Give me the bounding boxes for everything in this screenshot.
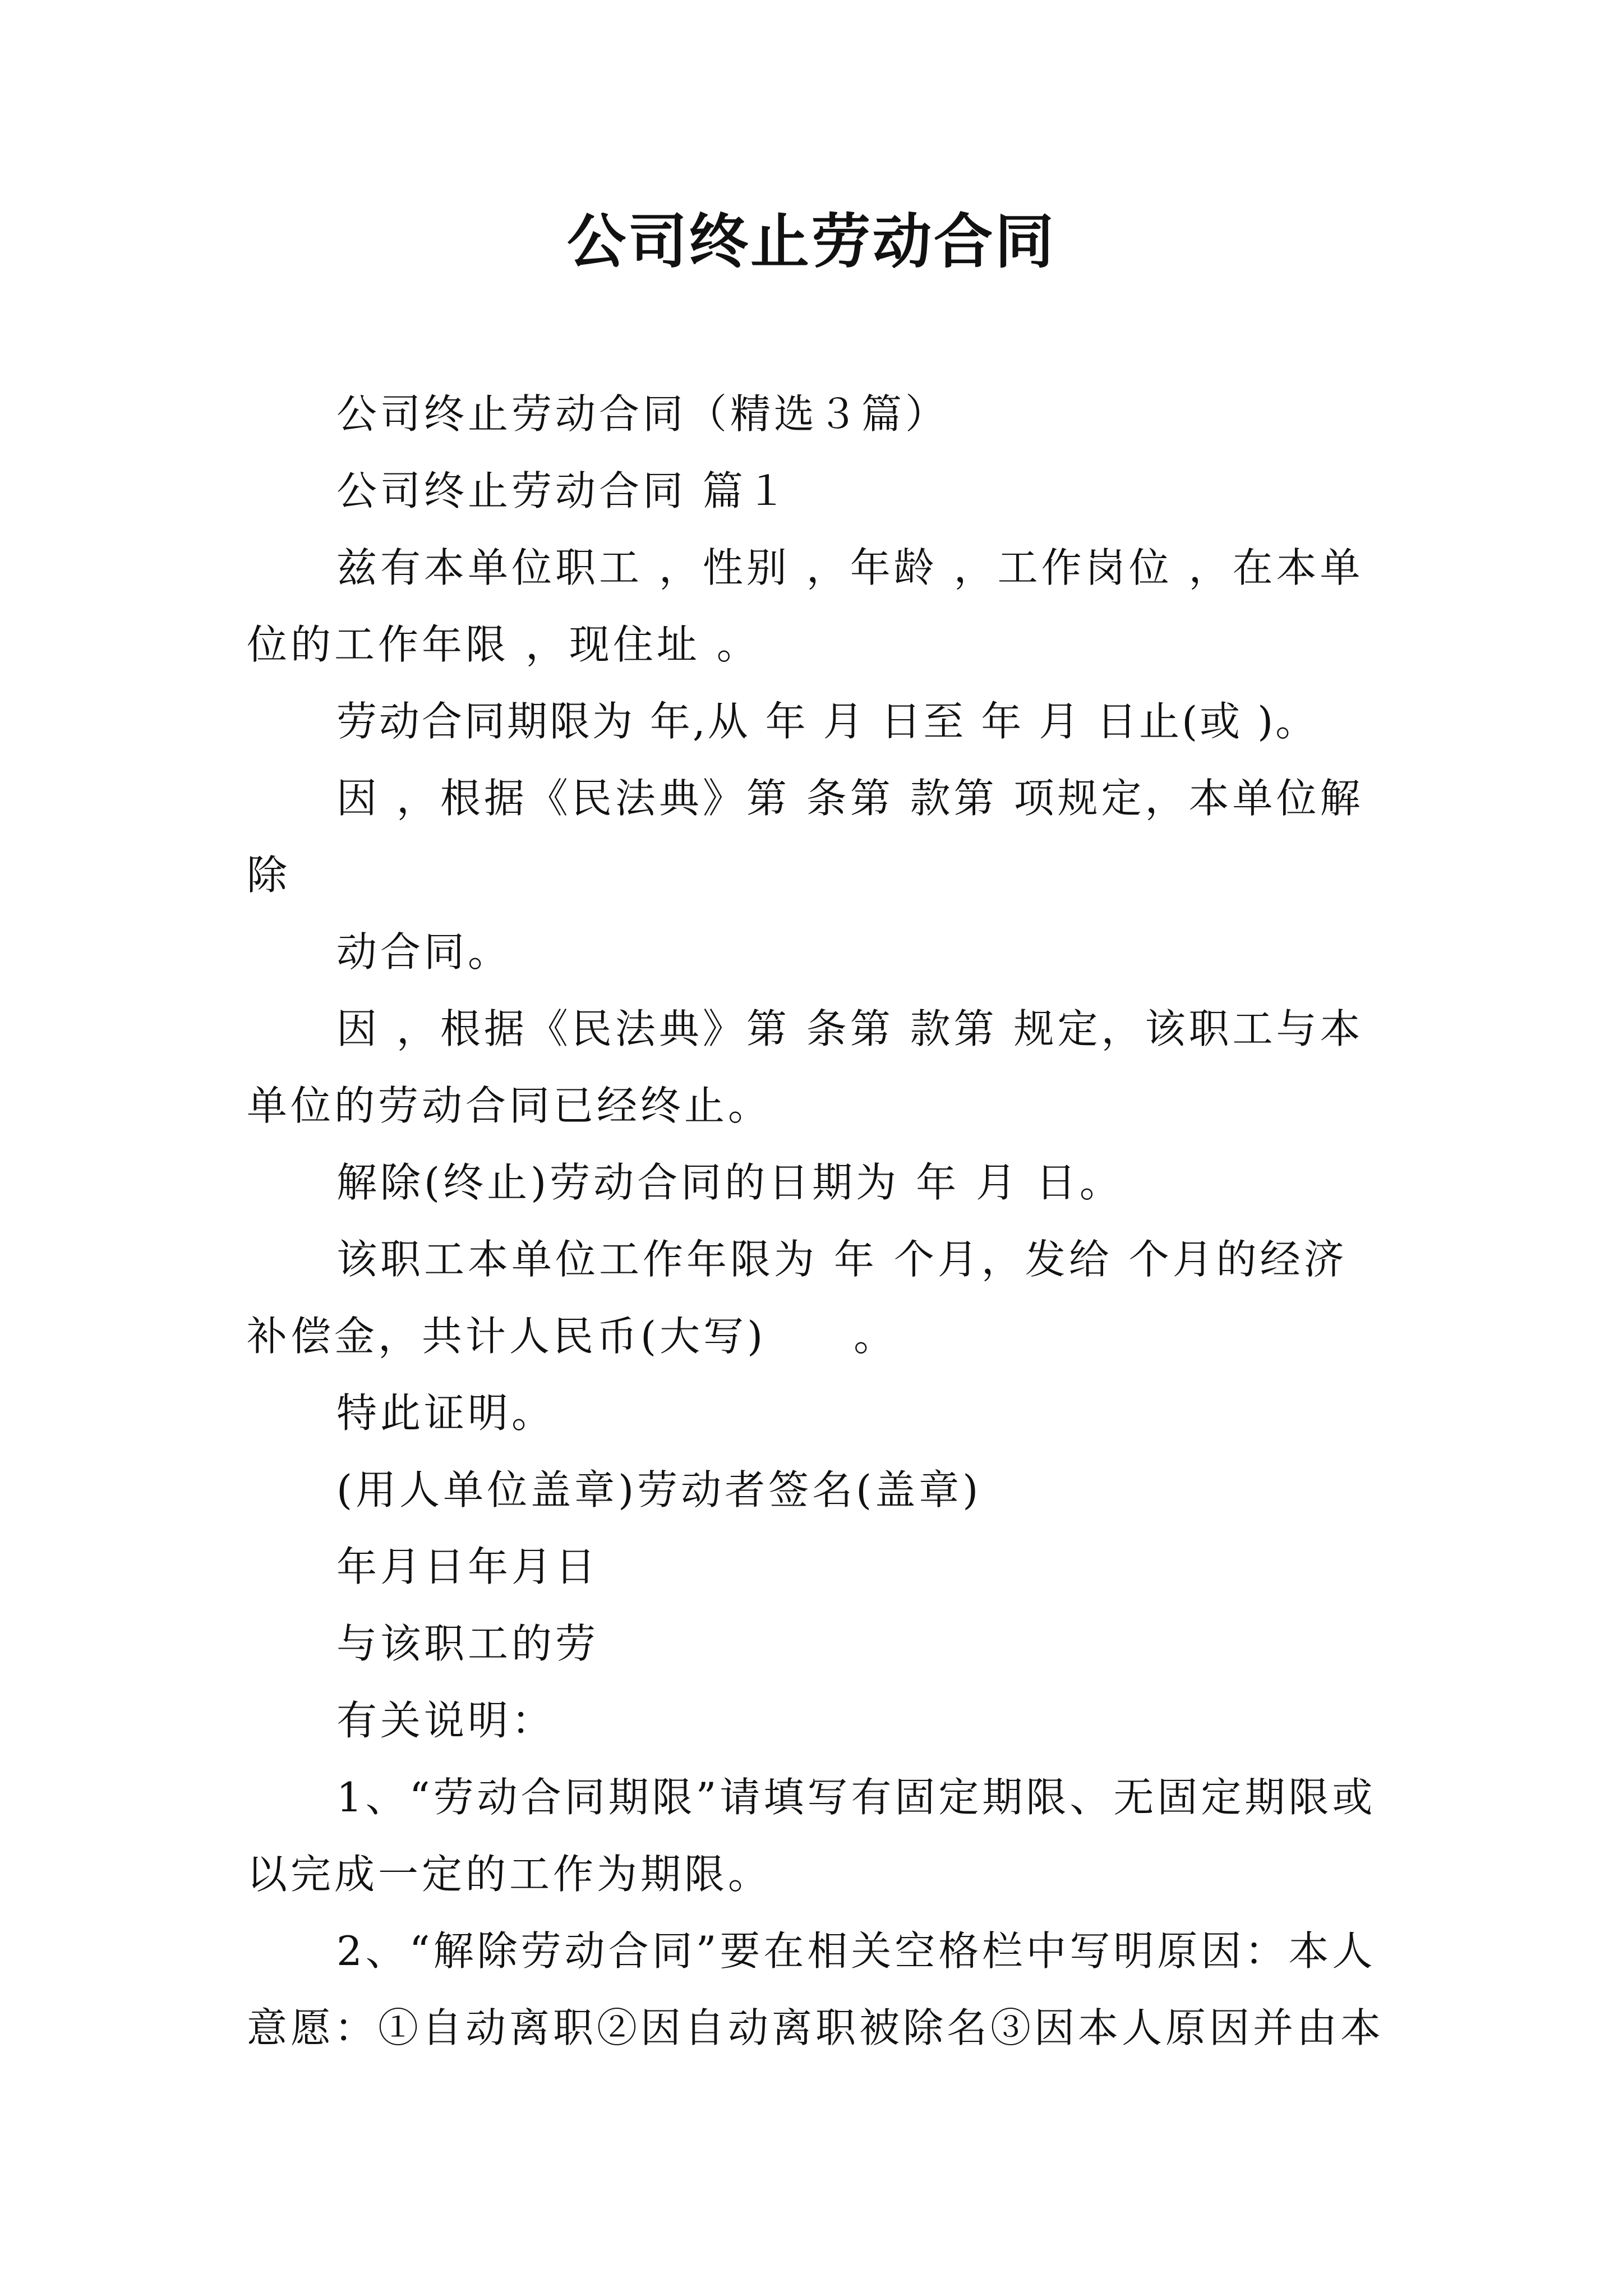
paragraph-dates: 年月日年月日 <box>336 1543 600 1590</box>
paragraph-subtitle: 公司终止劳动合同（精选３篇） <box>336 390 949 438</box>
paragraph-section-heading: 公司终止劳动合同 篇１ <box>336 467 790 514</box>
document-body <box>247 376 1391 2067</box>
paragraph-compensation: 该职工本单位工作年限为 年 个月，发给 个月的经济补偿金，共计人民币(大写) 。 <box>247 1236 1348 1360</box>
paragraph-employee-info: 兹有本单位职工 ，性别 ，年龄 ，工作岗位 ，在本单位的工作年限 ，现住址 。 <box>247 544 1364 668</box>
paragraph-contract-continuation: 动合同。 <box>336 928 512 976</box>
paragraph-contract-ended: 因 ，根据《民法典》第 条第 款第 规定，该职工与本单位的劳动合同已经终止。 <box>247 1005 1364 1129</box>
paragraph-contract-term: 劳动合同期限为 年,从 年 月 日至 年 月 日止(或 )。 <box>336 698 1318 745</box>
paragraph-signatures: (用人单位盖章)劳动者签名(盖章) <box>336 1466 982 1513</box>
document-title: 公司终止劳动合同 <box>566 206 1056 276</box>
paragraph-certification: 特此证明。 <box>336 1389 556 1437</box>
paragraph-fragment: 与该职工的劳 <box>336 1620 600 1667</box>
paragraph-termination-date: 解除(终止)劳动合同的日期为 年 月 日。 <box>336 1159 1123 1206</box>
paragraph-termination-reason: 因 ，根据《民法典》第 条第 款第 项规定，本单位解除 <box>247 775 1364 899</box>
paragraph-note-2: 2、“解除劳动合同”要在相关空格栏中写明原因：本人意愿：①自动离职②因自动离职被除名③因本人原因并由本 <box>247 1927 1385 2051</box>
paragraph-note-1: 1、“劳动合同期限”请填写有固定期限、无固定期限或以完成一定的工作为期限。 <box>247 1774 1376 1898</box>
paragraph-notes-heading: 有关说明： <box>336 1697 556 1744</box>
